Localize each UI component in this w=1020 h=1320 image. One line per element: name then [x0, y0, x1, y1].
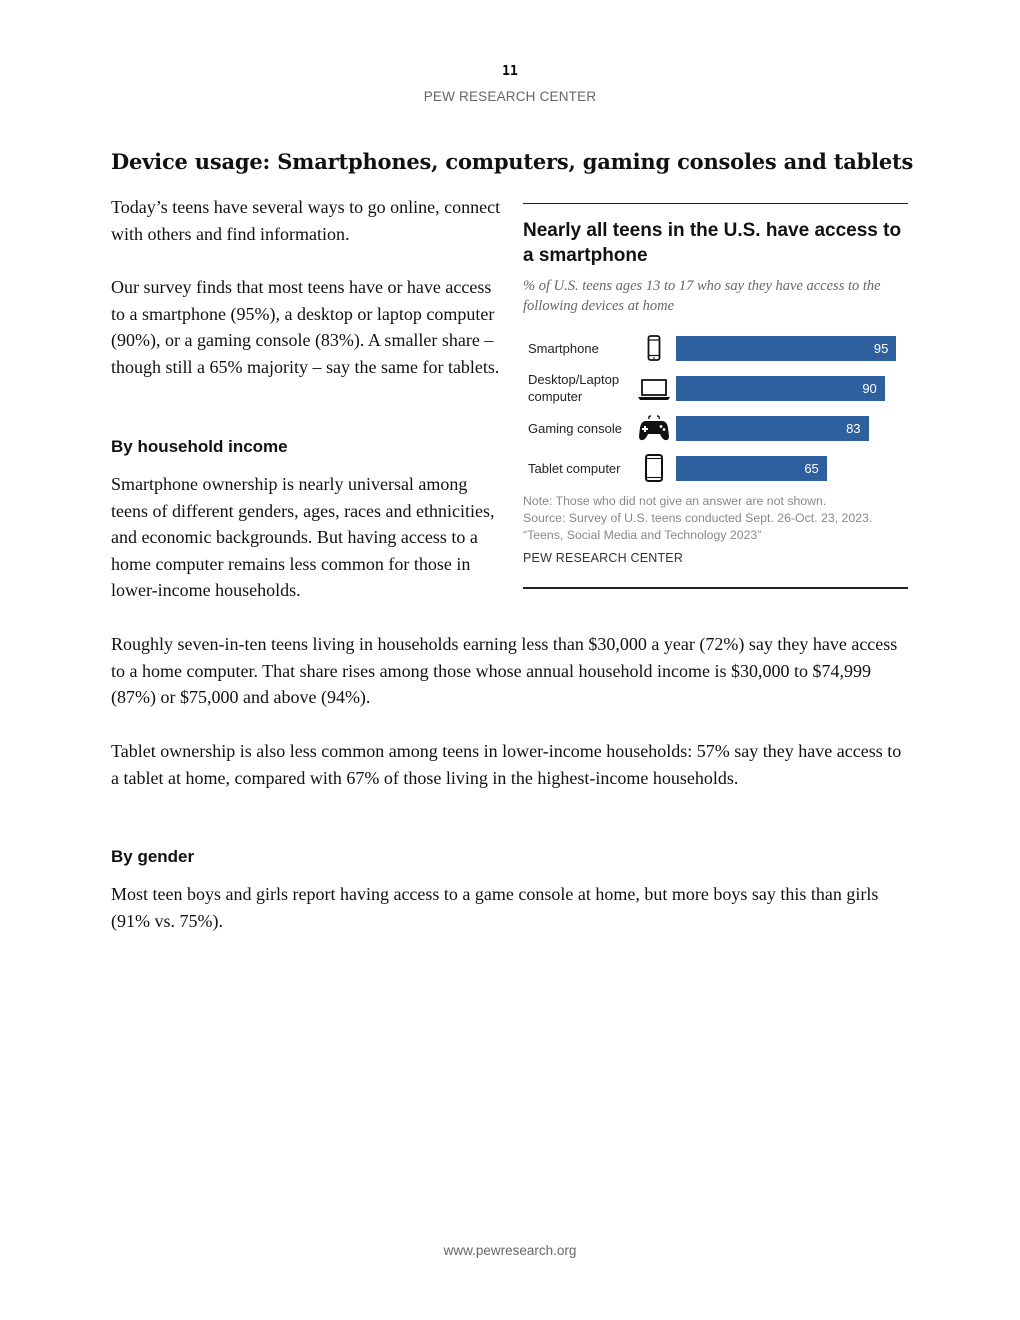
chart-credit: PEW RESEARCH CENTER — [523, 551, 684, 565]
chart-row-tablet — [523, 454, 908, 482]
chart-category-label: Smartphone — [528, 340, 599, 356]
intro-paragraph-1: Today’s teens have several ways to go online, connect with others and find information. — [111, 197, 501, 244]
chart-bar — [676, 456, 827, 481]
chart-note: Note: Those who did not give an answer are not shown. — [523, 494, 827, 508]
chart-row-smartphone — [523, 334, 908, 362]
device-access-chart — [523, 203, 908, 589]
gender-paragraph-1: Most teen boys and girls report having access to a game console at home, but more boys say this than girls (91% vs. 75%). — [111, 884, 879, 931]
income-paragraph-2: Roughly seven-in-ten teens living in households earning less than $30,000 a year (72%) say they have access to a home computer. That share rises among those whose annual household income is $30,000 to $74,999 (87%) or $75,000 and above (94%). — [111, 634, 898, 708]
section-title: Device usage: Smartphones, computers, gaming consoles and tablets — [111, 149, 914, 174]
smartphone-icon — [637, 334, 671, 362]
footer-url: www.pewresearch.org — [443, 1243, 577, 1258]
income-heading: By household income — [111, 437, 288, 456]
header-organization: PEW RESEARCH CENTER — [423, 89, 597, 104]
chart-row-gaming-console — [523, 414, 908, 442]
chart-report-title: “Teens, Social Media and Technology 2023” — [523, 528, 762, 542]
chart-category-label: Tablet computer — [528, 460, 621, 476]
intro-paragraph-2: Our survey finds that most teens have or have access to a smartphone (95%), a desktop or laptop computer (90%), or a gaming console (83%). A smaller share – though still a 65% majority – say the same for tablets. — [111, 277, 500, 377]
chart-value-label: 95 — [873, 341, 889, 356]
chart-category-label: Desktop/Laptop computer — [528, 372, 620, 404]
gamepad-icon — [637, 414, 671, 442]
chart-value-label: 65 — [804, 461, 819, 476]
chart-bar — [676, 376, 885, 401]
chart-value-label: 83 — [846, 421, 861, 436]
gender-heading: By gender — [111, 847, 195, 866]
chart-title: Nearly all teens in the U.S. have access to a smartphone — [523, 220, 902, 266]
chart-value-label: 90 — [862, 381, 877, 396]
laptop-icon — [637, 374, 671, 402]
tablet-icon — [637, 454, 671, 482]
chart-category-label: Gaming console — [528, 420, 622, 436]
chart-row-desktop-laptop — [523, 374, 908, 402]
income-paragraph-3: Tablet ownership is also less common among teens in lower-income households: 57% say they have access to a tablet at home, compared with 67% of those living in the highest-income households. — [111, 741, 902, 788]
chart-source: Source: Survey of U.S. teens conducted Sept. 26-Oct. 23, 2023. — [523, 511, 873, 525]
chart-bar — [676, 416, 869, 441]
chart-bar — [676, 336, 896, 361]
page-number: 11 — [502, 64, 518, 79]
chart-subtitle: % of U.S. teens ages 13 to 17 who say they have access to the following devices at home — [523, 278, 881, 314]
income-paragraph-1: Smartphone ownership is nearly universal among teens of different genders, ages, races and ethnicities, and economic backgrounds. But having access to a home computer remains less common for those in lower-income households. — [111, 474, 495, 601]
